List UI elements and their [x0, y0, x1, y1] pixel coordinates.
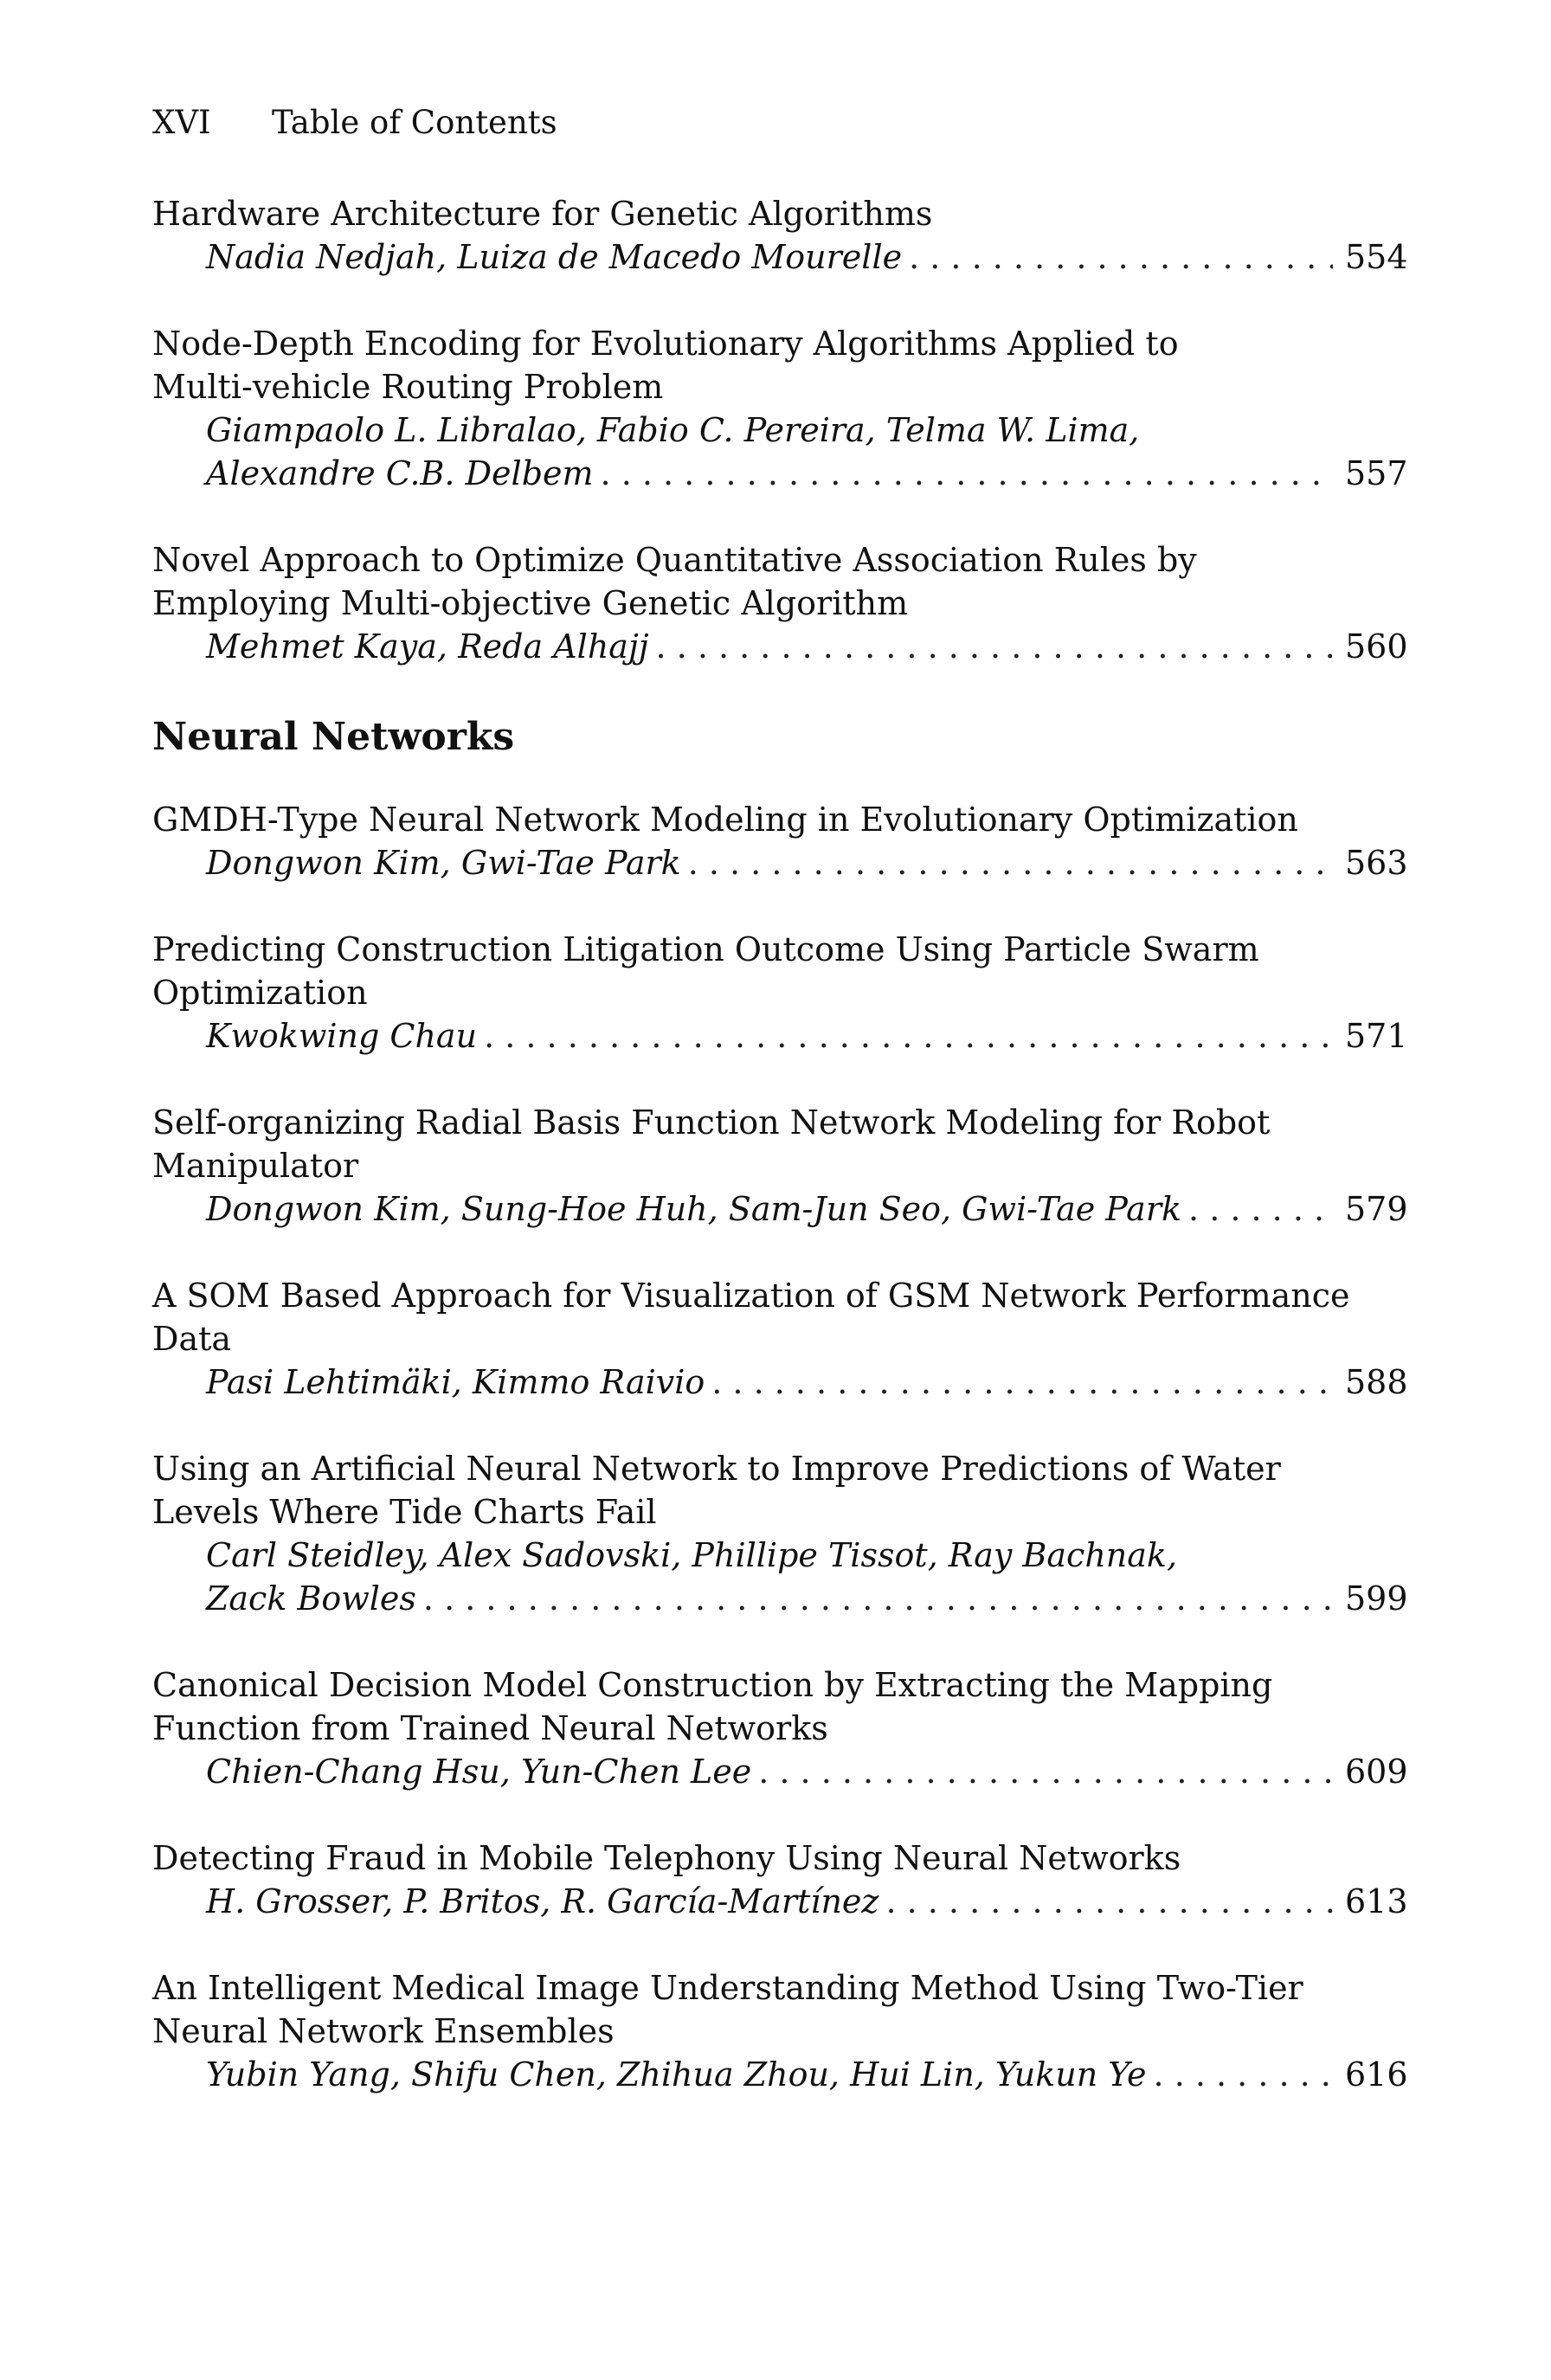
entry-authors-line [152, 1577, 1408, 1620]
entry-page-number[interactable]: 588 [1345, 1363, 1408, 1401]
toc-entry[interactable] [152, 1447, 1408, 1620]
toc-entry[interactable] [152, 1966, 1408, 2096]
entry-authors-line [152, 1014, 1408, 1058]
entry-page-number[interactable]: 554 [1345, 238, 1408, 276]
dot-leader [423, 1577, 1333, 1620]
section-heading: Neural Networks [152, 715, 515, 759]
dot-leader [601, 452, 1333, 495]
entry-title-line: GMDH-Type Neural Network Modeling in Evolutionary Optimization [152, 801, 1298, 839]
page-number-roman: XVI [152, 104, 211, 141]
entry-title-line: Novel Approach to Optimize Quantitative Association Rules by [152, 541, 1197, 579]
entry-title-line: Function from Trained Neural Networks [152, 1709, 828, 1747]
toc-entry[interactable] [152, 928, 1408, 1058]
entry-page-number[interactable]: 560 [1345, 627, 1408, 666]
entry-page-number[interactable]: 613 [1345, 1882, 1408, 1920]
entry-title-line: An Intelligent Medical Image Understanding Method Using Two-Tier [152, 1969, 1303, 2007]
entry-authors-line [152, 1880, 1408, 1923]
entry-authors: Pasi Lehtimäki, Kimmo Raivio [206, 1363, 705, 1401]
dot-leader [1188, 1187, 1333, 1231]
dot-leader [885, 1880, 1333, 1923]
entry-page-number[interactable]: 571 [1345, 1017, 1408, 1055]
toc-entries-neural [152, 798, 1408, 2096]
toc-entry[interactable] [152, 192, 1408, 279]
entry-authors: Chien-Chang Hsu, Yun-Chen Lee [206, 1753, 752, 1791]
entry-title-line: Self-organizing Radial Basis Function Network Modeling for Robot [152, 1103, 1271, 1142]
toc-entry[interactable] [152, 538, 1408, 668]
dot-leader [688, 841, 1333, 884]
running-head [152, 102, 557, 144]
entry-authors-line [152, 452, 1408, 495]
entry-authors: Kwokwing Chau [206, 1017, 478, 1055]
entry-title-line: Optimization [152, 974, 368, 1012]
dot-leader [758, 1750, 1333, 1793]
entry-title-line: Detecting Fraud in Mobile Telephony Using Neural Networks [152, 1839, 1181, 1877]
toc-entry[interactable] [152, 1274, 1408, 1404]
entry-title-line: Levels Where Tide Charts Fail [152, 1493, 657, 1531]
entry-authors-line [152, 1187, 1408, 1231]
entry-authors-line [152, 625, 1408, 668]
entry-page-number[interactable]: 616 [1345, 2055, 1408, 2094]
running-head-title: Table of Contents [272, 104, 557, 141]
entry-title-line: Hardware Architecture for Genetic Algorithms [152, 195, 933, 233]
table-of-contents [152, 192, 1408, 2139]
toc-entry[interactable] [152, 1836, 1408, 1923]
dot-leader [909, 235, 1333, 279]
entry-title-line: Using an Artificial Neural Network to Improve Predictions of Water [152, 1450, 1281, 1488]
entry-authors-line: Giampaolo L. Libralao, Fabio C. Pereira, Telma W. Lima, [206, 411, 1140, 449]
entry-authors: Dongwon Kim, Sung-Hoe Huh, Sam-Jun Seo, Gwi-Tae Park [206, 1190, 1182, 1228]
dot-leader [711, 1360, 1333, 1404]
entry-title-line: Manipulator [152, 1147, 359, 1185]
dot-leader [484, 1014, 1333, 1058]
toc-entry[interactable] [152, 1663, 1408, 1793]
toc-entries-genetic [152, 192, 1408, 668]
entry-title-line: Multi-vehicle Routing Problem [152, 368, 664, 406]
entry-page-number[interactable]: 557 [1345, 454, 1408, 492]
entry-title-line: Predicting Construction Litigation Outcome Using Particle Swarm [152, 930, 1259, 968]
entry-authors-line: Carl Steidley, Alex Sadovski, Phillipe Tissot, Ray Bachnak, [206, 1536, 1178, 1574]
entry-authors: Nadia Nedjah, Luiza de Macedo Mourelle [206, 238, 903, 276]
entry-authors-line [152, 1750, 1408, 1793]
entry-title-line: Canonical Decision Model Construction by Extracting the Mapping [152, 1666, 1273, 1704]
toc-entry[interactable] [152, 1101, 1408, 1231]
dot-leader [656, 625, 1333, 668]
entry-authors: H. Grosser, P. Britos, R. García-Martínez [206, 1882, 879, 1920]
entry-authors: Alexandre C.B. Delbem [206, 454, 594, 492]
entry-authors-line [152, 841, 1408, 884]
entry-authors: Mehmet Kaya, Reda Alhajj [206, 627, 649, 666]
entry-authors: Yubin Yang, Shifu Chen, Zhihua Zhou, Hui Lin, Yukun Ye [206, 2055, 1147, 2094]
toc-entry[interactable] [152, 798, 1408, 884]
entry-page-number[interactable]: 599 [1345, 1579, 1408, 1618]
entry-title-line: Employing Multi-objective Genetic Algorithm [152, 584, 909, 622]
entry-page-number[interactable]: 609 [1345, 1753, 1408, 1791]
entry-page-number[interactable]: 563 [1345, 844, 1408, 882]
toc-entry[interactable] [152, 322, 1408, 495]
entry-authors-line [152, 235, 1408, 279]
entry-title-line: A SOM Based Approach for Visualization of GSM Network Performance [152, 1277, 1350, 1315]
entry-authors-line [152, 1360, 1408, 1404]
entry-authors: Dongwon Kim, Gwi-Tae Park [206, 844, 681, 882]
entry-title-line: Neural Network Ensembles [152, 2012, 615, 2050]
dot-leader [1154, 2053, 1333, 2096]
entry-title-line: Node-Depth Encoding for Evolutionary Algorithms Applied to [152, 325, 1179, 363]
entry-title-line: Data [152, 1320, 232, 1358]
entry-authors: Zack Bowles [206, 1579, 416, 1618]
entry-page-number[interactable]: 579 [1345, 1190, 1408, 1228]
entry-authors-line [152, 2053, 1408, 2096]
